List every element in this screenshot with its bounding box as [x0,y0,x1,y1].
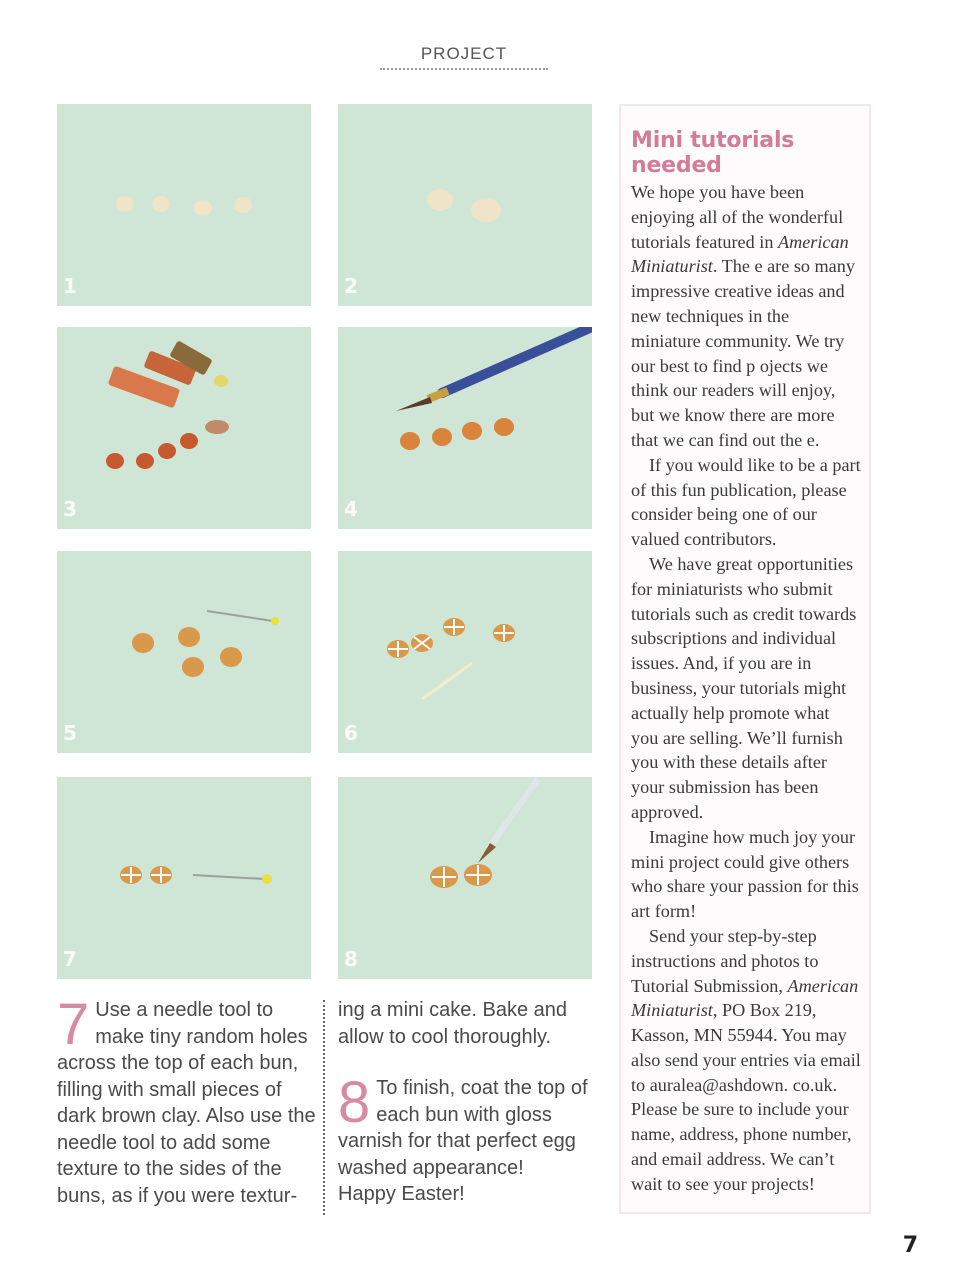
step-number: 2 [344,274,358,298]
step-photo-5 [57,551,311,753]
sidebar-title: Mini tutorials needed [631,128,795,178]
step-photo-1 [57,104,311,306]
buns-needle-illustration [57,551,311,753]
step-photo-8 [338,777,592,979]
sidebar-paragraph-5: Send your step-by-step instructions and photos to Tutorial Submission, American Miniaturist, PO Box 219, Kasson, MN 55944. You may also send your entries via email to auralea@ashdown. co.uk. Please be sure to include your name, address, phone number, and email address. We can’t wait to see your projects! [631,925,861,1194]
step-photo-2 [338,104,592,306]
clay-balls-illustration [338,104,592,306]
step-photo-3 [57,327,311,529]
column-divider [323,1000,325,1215]
section-header: PROJECT [380,44,548,70]
sidebar-paragraph-4: Imagine how much joy your mini project could give others who share your passion for this art form! [631,826,859,922]
crossed-buns-illustration [338,551,592,753]
page-number: 7 [902,1233,918,1258]
pastel-sticks-illustration [57,327,311,529]
step7-dropcap: 7 [57,992,90,1057]
step7-continuation: ing a mini cake. Bake and allow to cool thoroughly. [338,999,568,1048]
step-number: 5 [63,721,77,745]
step-photo-7 [57,777,311,979]
sidebar-body [631,180,861,1197]
step-number: 4 [344,497,358,521]
step8-dropcap: 8 [338,1070,371,1135]
tutorials-sidebar [619,104,871,1214]
sidebar-paragraph-3: We have great opportunities for miniaturists who submit tutorials such as credit towards subscriptions and individual issues. And, if you are in business, your tutorials might actually help promote what you are selling. We’ll furnish you with these details after your submission has been approved. [631,553,857,822]
closing-text: Happy Easter! [338,1183,465,1205]
step8-text: To finish, coat the top of each bun with gloss varnish for that perfect egg washed appearance! [338,1077,588,1179]
sidebar-paragraph-2: If you would like to be a part of this fun publication, please consider being one of our valued contributors. [631,454,861,550]
step-photo-6 [338,551,592,753]
step-number: 3 [63,497,77,521]
step-number: 7 [63,947,77,971]
step7-block [57,992,317,1209]
step8-block [338,1070,594,1208]
step7-text: Use a needle tool to make tiny random holes across the top of each bun, filling with small pieces of dark brown clay. Also use the needle tool to add some texture to the sides of the buns, as if you were textur- [57,999,316,1207]
step-number: 6 [344,721,358,745]
varnish-buns-illustration [338,777,592,979]
step-photo-4 [338,327,592,529]
clay-balls-illustration [57,104,311,306]
holed-buns-illustration [57,777,311,979]
step-number: 8 [344,947,358,971]
brush-buns-illustration [338,327,592,529]
sidebar-paragraph-1: We hope you have been enjoying all of the wonderful tutorials featured in American Miniaturist. The e are so many impressive creative ideas and new techniques in the miniature community. We try our best to find p ojects we think our readers will enjoy, but we know there are more that we can find out the e. [631,182,855,450]
step-number: 1 [63,274,77,298]
